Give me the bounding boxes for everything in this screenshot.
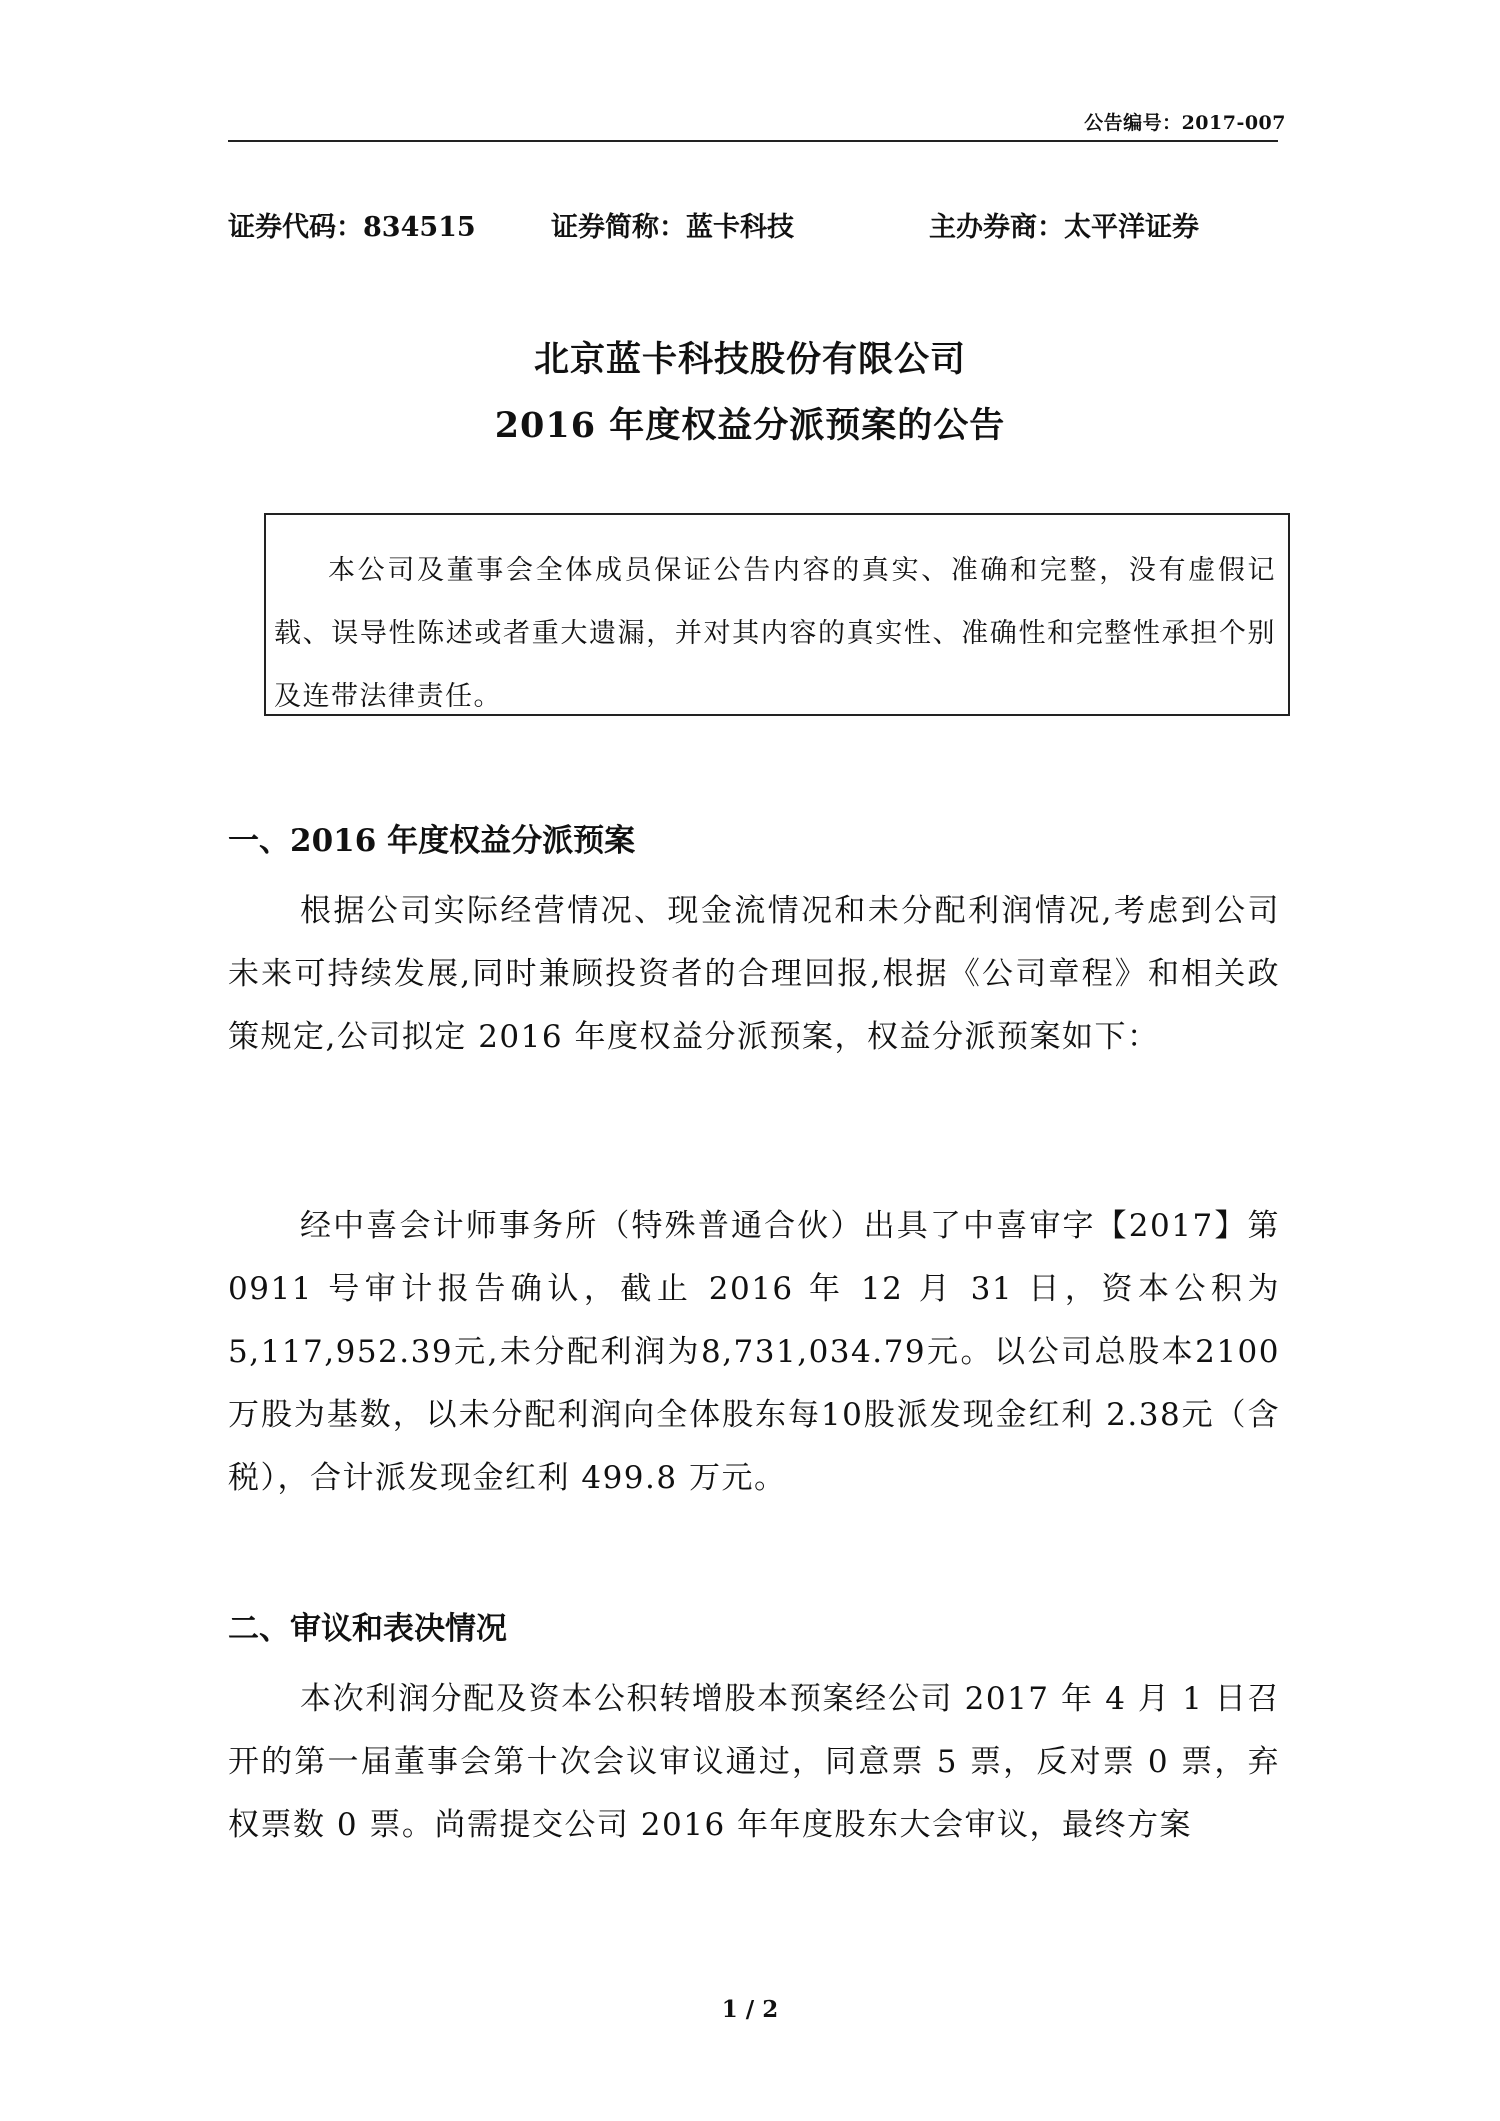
board-statement-box: 本公司及董事会全体成员保证公告内容的真实、准确和完整，没有虚假记载、误导性陈述或者重大遗漏，并对其内容的真实性、准确性和完整性承担个别及连带法律责任。: [264, 513, 1290, 716]
section1-paragraph-2: 经中喜会计师事务所（特殊普通合伙）出具了中喜审字【2017】第 0911 号审计报告确认，截止 2016 年 12 月 31 日，资本公积为 5,117,952.39元,未分配利润为8,731,034.79元。以公司总股本2100万股为基数，以未分配利润向全体股东每10股派发现金红利 2.38元（含税），合计派发现金红利 499.8 万元。: [228, 1208, 1280, 1496]
header-divider: [228, 140, 1278, 142]
security-short-name: 证券简称：蓝卡科技: [551, 212, 794, 243]
section1-heading: 一、2016 年度权益分派预案: [228, 823, 636, 859]
sponsor-broker: 主办券商：太平洋证券: [929, 212, 1199, 243]
section2-heading: 二、审议和表决情况: [228, 1611, 507, 1647]
announcement-title: 2016 年度权益分派预案的公告: [494, 405, 1006, 446]
section2-paragraph-1: 本次利润分配及资本公积转增股本预案经公司 2017 年 4 月 1 日召开的第一届董事会第十次会议审议通过，同意票 5 票，反对票 0 票，弃权票数 0 票。尚需提交公司 2016 年年度股东大会审议，最终方案: [228, 1681, 1280, 1843]
security-code: 证券代码：834515: [228, 212, 476, 243]
company-title: 北京蓝卡科技股份有限公司: [533, 339, 966, 380]
page-number: 1 / 2: [721, 1996, 779, 2023]
section1-paragraph-1: 根据公司实际经营情况、现金流情况和未分配利润情况,考虑到公司未来可持续发展,同时兼顾投资者的合理回报,根据《公司章程》和相关政策规定,公司拟定 2016 年度权益分派预案，权益分派预案如下：: [228, 893, 1280, 1055]
announcement-number: 公告编号：2017-007: [1084, 112, 1286, 134]
